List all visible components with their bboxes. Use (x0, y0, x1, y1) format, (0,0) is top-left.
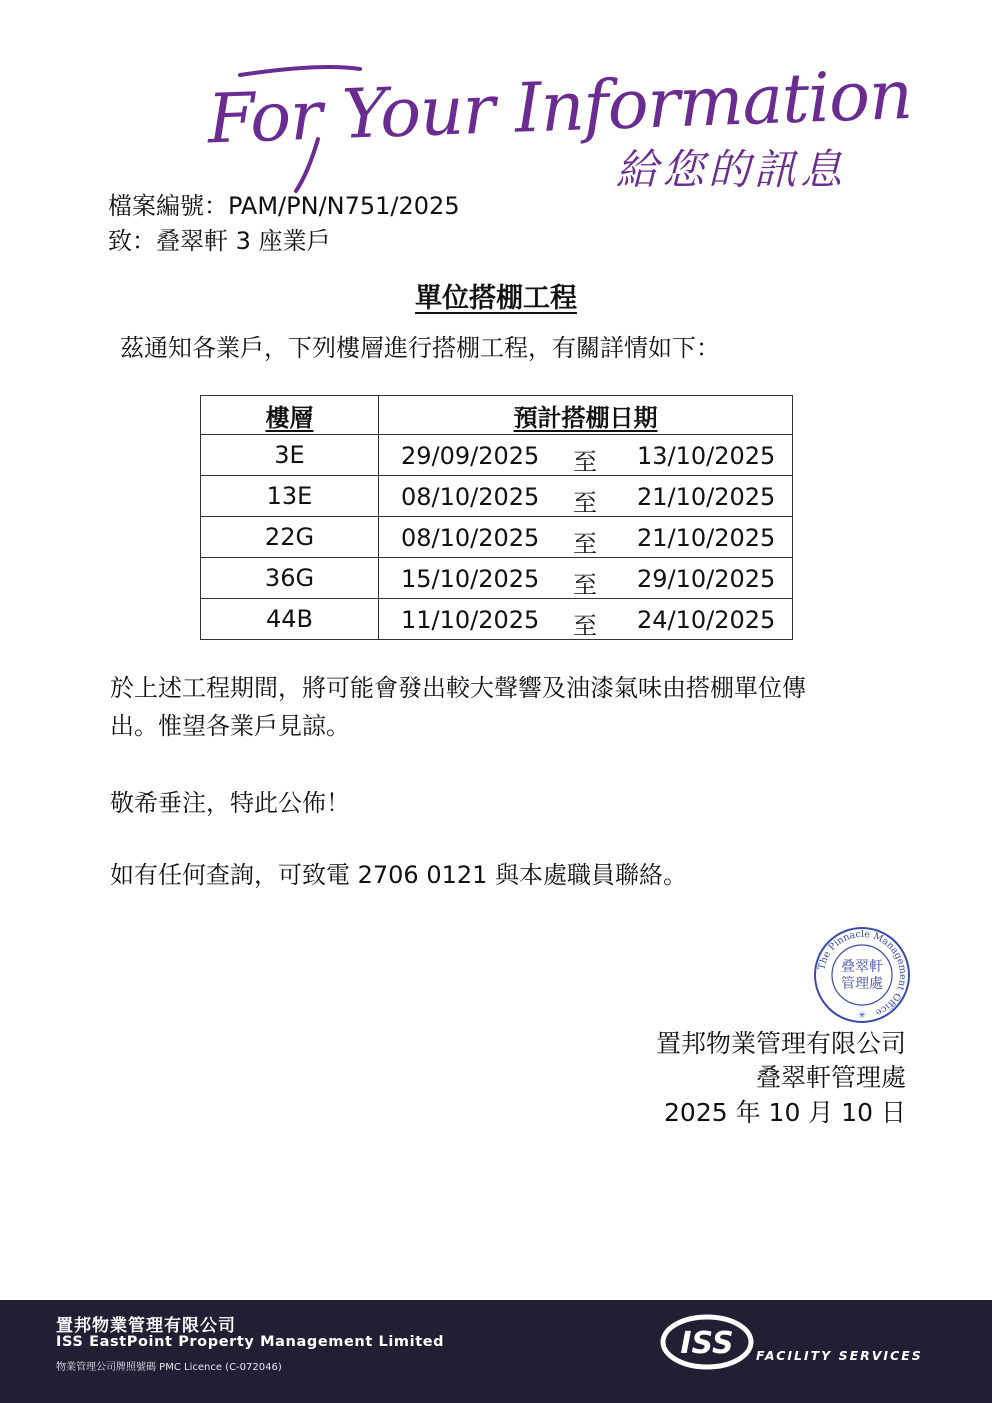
table-header-row (201, 396, 793, 435)
footer-licence: 物業管理公司牌照號碼 PMC Licence (C-072046) (56, 1362, 282, 1373)
table-row (201, 517, 793, 558)
floor-cell: 13E (201, 476, 379, 517)
footer-company-cn: 置邦物業管理有限公司 (56, 1316, 236, 1336)
intro-text: 茲通知各業戶，下列樓層進行搭棚工程，有關詳情如下： (120, 334, 720, 362)
start-date: 29/09/2025 (401, 442, 540, 470)
end-date: 29/10/2025 (637, 565, 776, 593)
svg-text:叠翠軒: 叠翠軒 (841, 959, 883, 975)
svg-text:✳: ✳ (858, 1011, 866, 1021)
to-word: 至 (573, 530, 597, 558)
svg-text:ISS: ISS (680, 1326, 734, 1361)
date-cell (379, 435, 793, 476)
notice-paragraph-2: 敬希垂注，特此公佈！ (110, 789, 350, 817)
iss-logo (660, 1312, 758, 1372)
end-date: 24/10/2025 (637, 606, 776, 634)
end-date: 21/10/2025 (637, 483, 776, 511)
end-date: 13/10/2025 (637, 442, 776, 470)
start-date: 08/10/2025 (401, 483, 540, 511)
svg-text:For Your Information: For Your Information (206, 55, 914, 160)
floor-cell: 22G (201, 517, 379, 558)
signature-office: 叠翠軒管理處 (755, 1063, 906, 1092)
date-cell (379, 558, 793, 599)
header-dates: 預計搭棚日期 (379, 396, 793, 435)
to-word: 至 (573, 571, 597, 599)
table-row (201, 476, 793, 517)
scaffolding-schedule-table (200, 395, 793, 640)
file-number: 檔案編號：PAM/PN/N751/2025 (108, 192, 460, 220)
notice-paragraph-1 (110, 669, 900, 745)
floor-cell: 3E (201, 435, 379, 476)
floor-cell: 44B (201, 599, 379, 640)
svg-text:The Pinnacle Management Office: The Pinnacle Management Office (816, 928, 909, 1019)
svg-text:管理處: 管理處 (841, 976, 883, 992)
enquiry-paragraph: 如有任何查詢，可致電 2706 0121 與本處職員聯絡。 (110, 861, 688, 889)
date-cell (379, 517, 793, 558)
table-row (201, 599, 793, 640)
chinese-script-logo (612, 140, 882, 196)
start-date: 15/10/2025 (401, 565, 540, 593)
start-date: 11/10/2025 (401, 606, 540, 634)
paragraph-line: 出。惟望各業戶見諒。 (110, 712, 350, 740)
date-cell (379, 599, 793, 640)
svg-text:給您的訊息: 給您的訊息 (616, 145, 847, 194)
footer-company-en: ISS EastPoint Property Management Limited (56, 1334, 445, 1350)
header-floor: 樓層 (201, 396, 379, 435)
signature-date: 2025 年 10 月 10 日 (664, 1098, 906, 1127)
date-cell (379, 476, 793, 517)
paragraph-line: 於上述工程期間，將可能會發出較大聲響及油漆氣味由搭棚單位傳 (110, 674, 806, 702)
management-office-seal (812, 925, 912, 1025)
to-word: 至 (573, 489, 597, 517)
start-date: 08/10/2025 (401, 524, 540, 552)
signature-company: 置邦物業管理有限公司 (655, 1029, 906, 1058)
facility-services-tagline: FACILITY SERVICES (756, 1348, 923, 1363)
recipient-line: 致：叠翠軒 3 座業戶 (108, 227, 331, 255)
to-word: 至 (573, 612, 597, 640)
to-word: 至 (573, 448, 597, 476)
floor-cell: 36G (201, 558, 379, 599)
table-row (201, 435, 793, 476)
table-row (201, 558, 793, 599)
notice-title: 單位搭棚工程 (415, 283, 577, 314)
end-date: 21/10/2025 (637, 524, 776, 552)
